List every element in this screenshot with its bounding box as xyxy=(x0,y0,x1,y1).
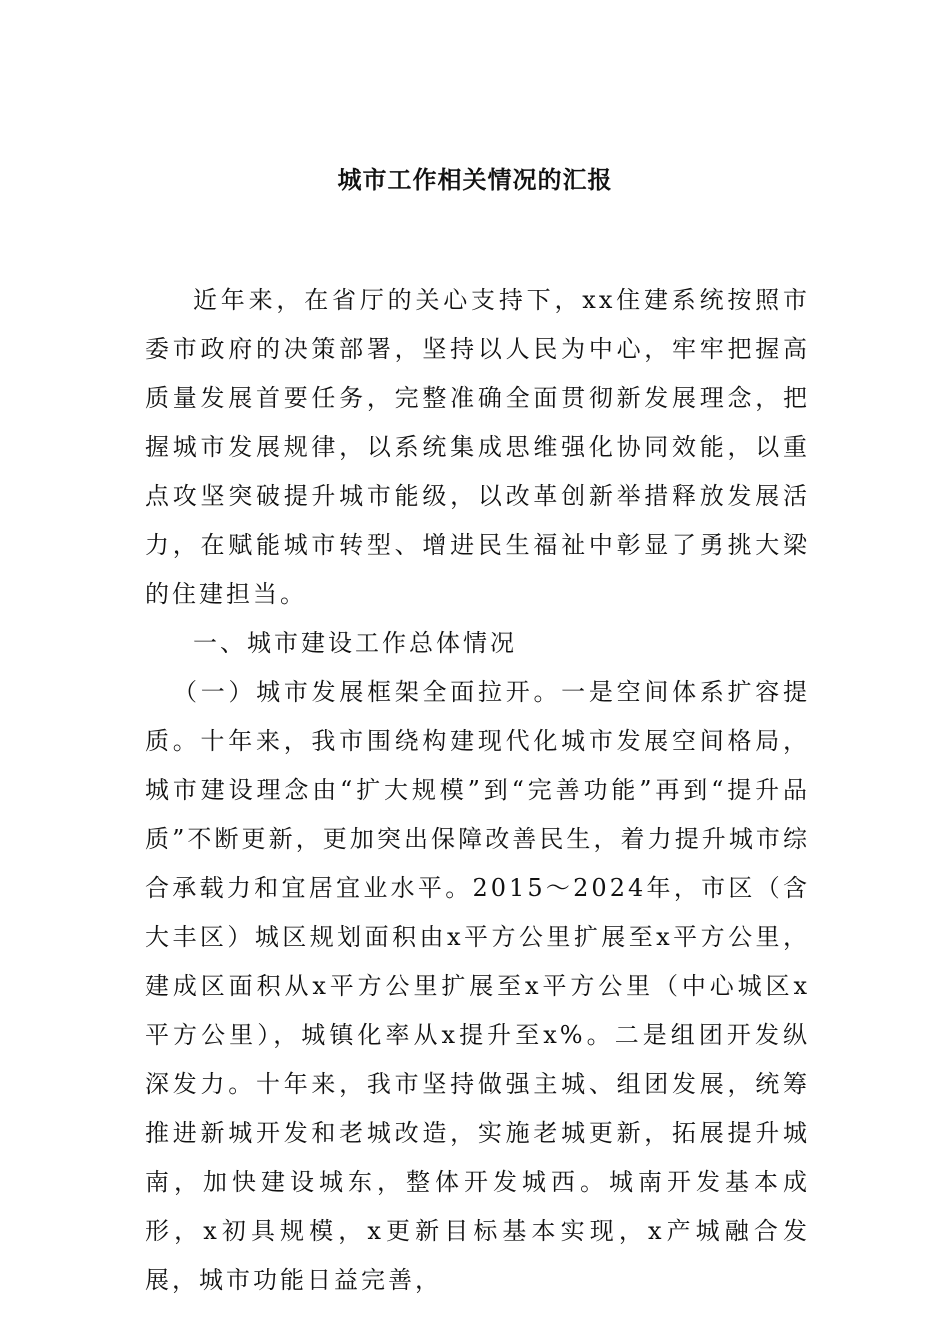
paragraph-urban-framework: （一）城市发展框架全面拉开。一是空间体系扩容提质。十年来，我市围绕构建现代化城市发展空间格局，城市建设理念由“扩大规模”到“完善功能”再到“提升品质”不断更新，更加突出保障改善民生，着力提升城市综合承载力和宜居宜业水平。2015～2024年，市区（含大丰区）城区规划面积由x平方公里扩展至x平方公里，建成区面积从x平方公里扩展至x平方公里（中心城区x平方公里），城镇化率从x提升至x%。二是组团开发纵深发力。十年来，我市坚持做强主城、组团发展，统筹推进新城开发和老城改造，实施老城更新，拓展提升城南，加快建设城东，整体开发城西。城南开发基本成形，x初具规模，x更新目标基本实现，x产城融合发展，城市功能日益完善， xyxy=(145,678,810,1294)
section-heading: 一、城市建设工作总体情况 xyxy=(193,629,517,657)
paragraph-intro: 近年来，在省厅的关心支持下，xx住建系统按照市委市政府的决策部署，坚持以人民为中心，牢牢把握高质量发展首要任务，完整准确全面贯彻新发展理念，把握城市发展规律，以系统集成思维强化协同效能，以重点攻坚突破提升城市能级，以改革创新举措释放发展活力，在赋能城市转型、增进民生福祉中彰显了勇挑大梁的住建担当。 xyxy=(145,286,810,608)
document-body xyxy=(145,276,810,1305)
document-title: 城市工作相关情况的汇报 xyxy=(337,165,613,194)
